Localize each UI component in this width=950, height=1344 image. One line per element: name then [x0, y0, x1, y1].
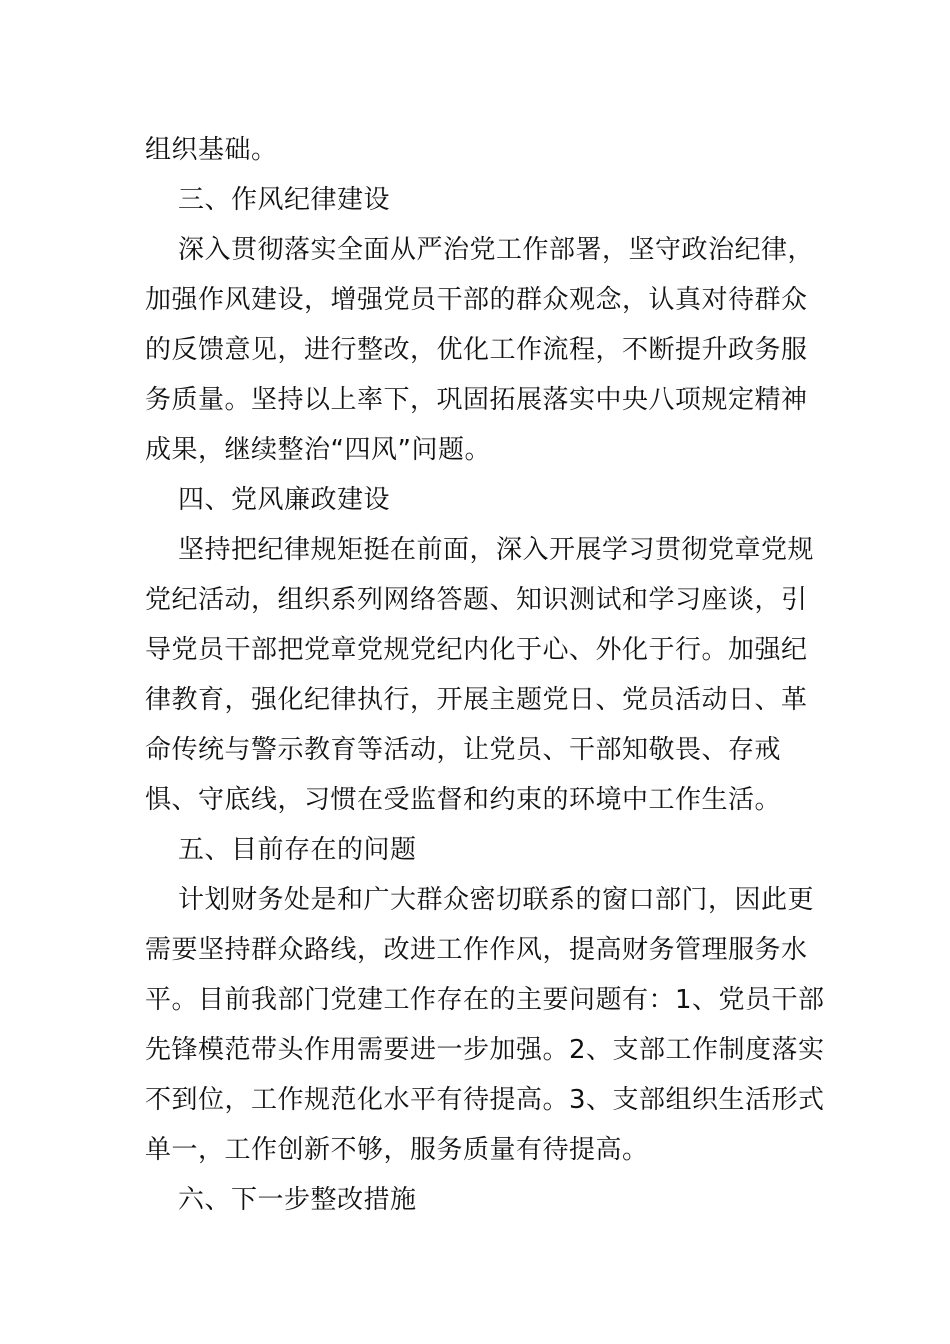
paragraph-line: 单一，工作创新不够，服务质量有待提高。 [145, 1135, 649, 1165]
paragraph-line: 深入贯彻落实全面从严治党工作部署，坚守政治纪律， [178, 235, 815, 265]
paragraph-line: 加强作风建设，增强党员干部的群众观念，认真对待群众 [145, 285, 808, 315]
section-heading-3: 三、作风纪律建设 [178, 185, 391, 215]
paragraph-line: 惧、守底线，习惯在受监督和约束的环境中工作生活。 [145, 785, 782, 815]
paragraph-line: 的反馈意见，进行整改，优化工作流程，不断提升政务服 [145, 335, 808, 365]
section-heading-6: 六、下一步整改措施 [178, 1185, 417, 1215]
paragraph-line: 党纪活动，组织系列网络答题、知识测试和学习座谈，引 [145, 585, 808, 615]
paragraph-line: 计划财务处是和广大群众密切联系的窗口部门，因此更 [178, 885, 815, 915]
paragraph-line: 导党员干部把党章党规党纪内化于心、外化于行。加强纪 [145, 635, 808, 665]
paragraph-line: 坚持把纪律规矩挺在前面，深入开展学习贯彻党章党规 [178, 535, 815, 565]
paragraph-tail-line: 组织基础。 [145, 135, 278, 165]
paragraph-line: 务质量。坚持以上率下，巩固拓展落实中央八项规定精神 [145, 385, 808, 415]
section-heading-4: 四、党风廉政建设 [178, 485, 391, 515]
paragraph-line: 不到位，工作规范化水平有待提高。3、支部组织生活形式 [145, 1085, 825, 1115]
paragraph-line: 平。目前我部门党建工作存在的主要问题有：1、党员干部 [145, 985, 825, 1015]
paragraph-line: 需要坚持群众路线，改进工作作风，提高财务管理服务水 [145, 935, 808, 965]
paragraph-line: 命传统与警示教育等活动，让党员、干部知敬畏、存戒 [145, 735, 782, 765]
paragraph-line: 成果，继续整治“四风”问题。 [145, 435, 491, 465]
paragraph-line: 律教育，强化纪律执行，开展主题党日、党员活动日、革 [145, 685, 808, 715]
paragraph-line: 先锋模范带头作用需要进一步加强。2、支部工作制度落实 [145, 1035, 825, 1065]
section-heading-5: 五、目前存在的问题 [178, 835, 417, 865]
